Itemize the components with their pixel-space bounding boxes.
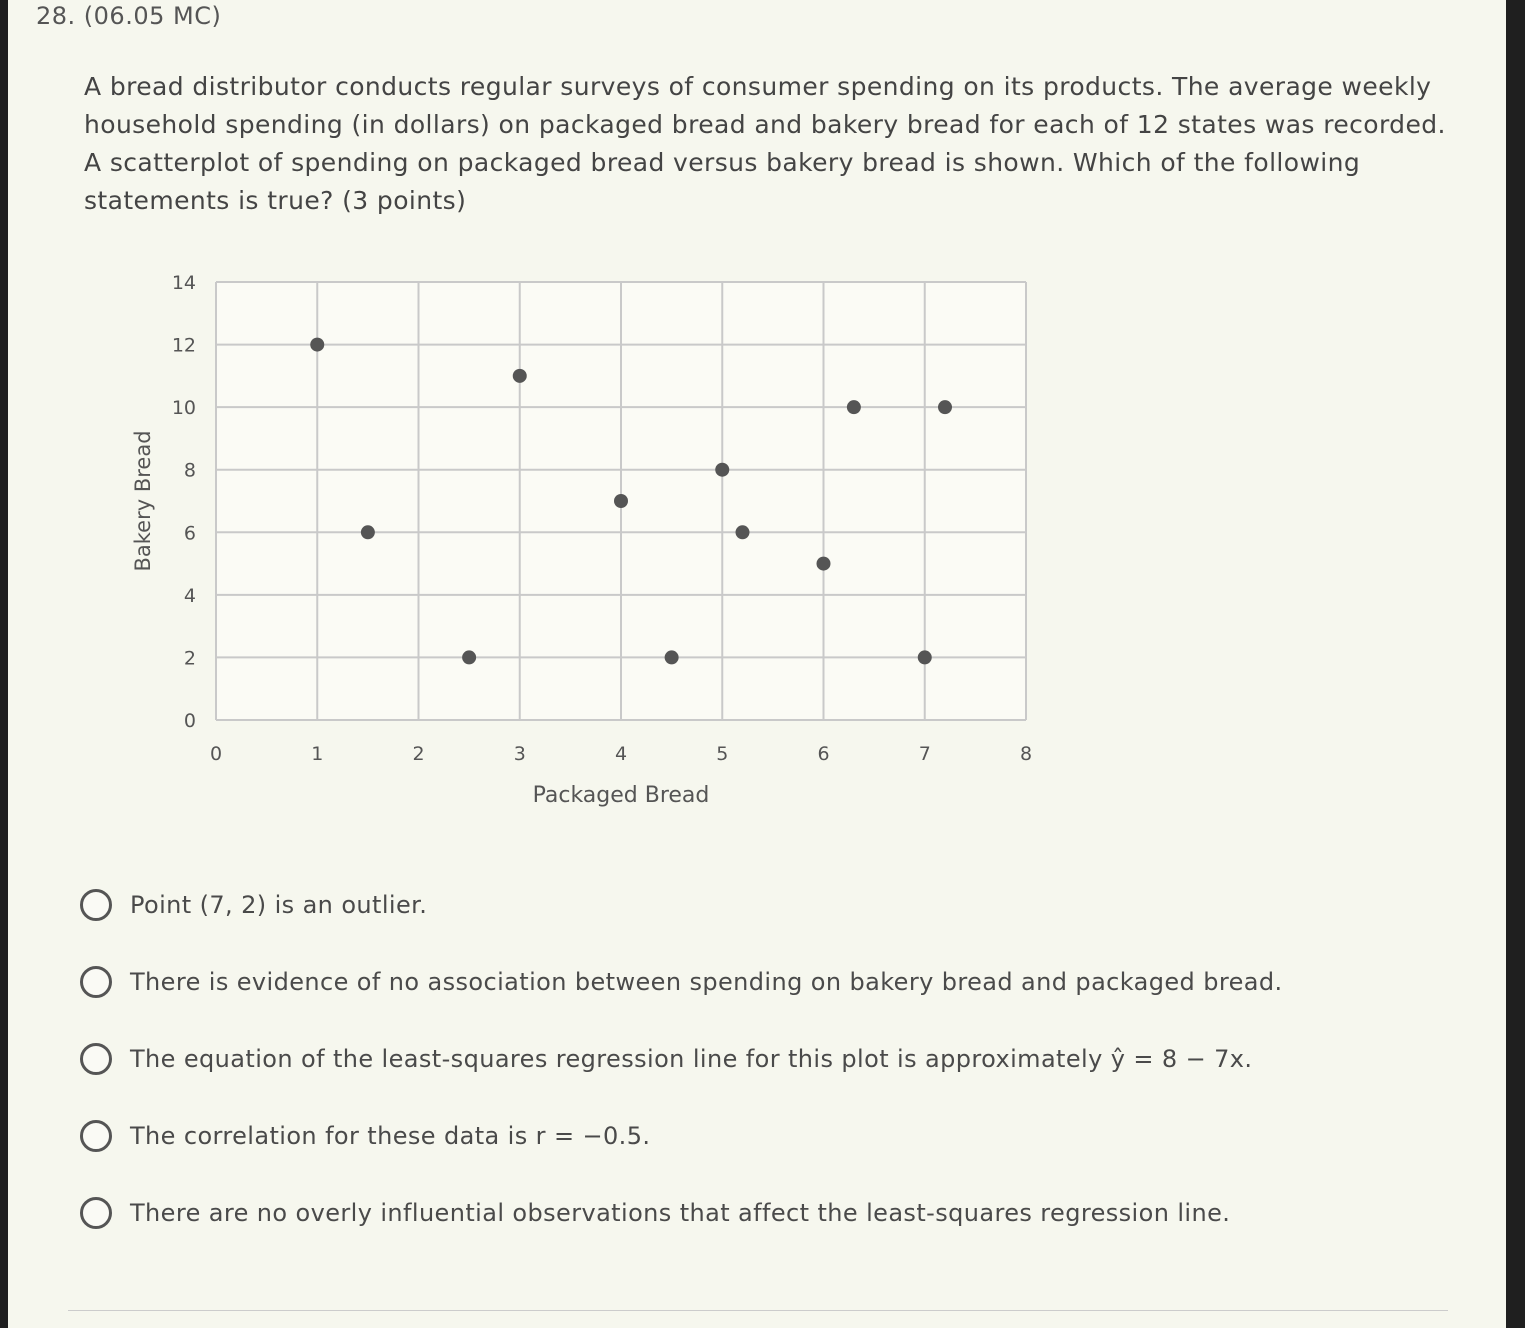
scatterplot-svg [118,255,1038,815]
y-tick-label: 0 [183,710,196,732]
answer-option-4[interactable] [80,1116,1460,1156]
y-axis-label: Bakery Bread [131,430,155,572]
x-tick-label: 5 [716,743,729,765]
data-point [665,650,679,664]
x-tick-label: 2 [412,743,425,765]
y-tick-label: 12 [171,334,196,357]
x-tick-label: 1 [311,743,324,765]
data-point [614,494,628,508]
y-tick-label: 6 [183,522,196,545]
question-prompt: A bread distributor conducts regular surveys of consumer spending on its products. The average weekly household spending (in dollars) on packaged bread and bakery bread for each of 12 states was recorded. A scatterplot of spending on packaged bread versus bakery bread is shown. Which of the following statements is true? (3 points) [84,72,1446,215]
x-axis-label: Packaged Bread [532,783,710,808]
y-tick-label: 8 [183,459,196,482]
y-tick-label: 2 [183,647,196,670]
x-tick-label: 3 [513,743,526,765]
data-point [310,338,324,352]
answer-option-1[interactable] [80,885,1460,925]
x-tick-label: 0 [209,743,223,765]
data-point [938,400,952,414]
x-tick-label: 6 [817,743,830,765]
answer-option-label: There are no overly influential observations that affect the least-squares regression line. [130,1199,1231,1227]
answer-option-label: Point (7, 2) is an outlier. [130,891,428,919]
data-point [847,400,861,414]
x-tick-label: 8 [1019,743,1033,765]
answer-option-label: There is evidence of no association between spending on bakery bread and packaged bread. [130,968,1283,996]
answer-option-label: The equation of the least-squares regression line for this plot is approximately ŷ = 8 − 7x. [130,1045,1253,1073]
answer-option-5[interactable] [80,1193,1460,1233]
data-point [513,369,527,383]
scatterplot [118,255,1038,819]
x-tick-label: 4 [614,743,628,765]
radio-button[interactable] [80,889,112,921]
data-point [361,525,375,539]
answer-option-2[interactable] [80,962,1460,1002]
y-tick-label: 10 [171,397,196,420]
quiz-page [8,0,1506,1328]
divider [68,1310,1448,1311]
radio-button[interactable] [80,1120,112,1152]
data-point [817,557,831,571]
answer-option-3[interactable] [80,1039,1460,1079]
data-point [462,650,476,664]
data-point [736,525,750,539]
data-point [918,650,932,664]
radio-button[interactable] [80,1197,112,1229]
radio-button[interactable] [80,966,112,998]
y-tick-label: 4 [183,584,196,607]
y-tick-label: 14 [171,272,196,294]
answer-option-label: The correlation for these data is r = −0.5. [130,1122,651,1150]
answer-options [80,885,1460,1270]
question-number: 28. (06.05 MC) [36,2,222,30]
radio-button[interactable] [80,1043,112,1075]
data-point [715,463,729,477]
x-tick-label: 7 [918,743,931,765]
